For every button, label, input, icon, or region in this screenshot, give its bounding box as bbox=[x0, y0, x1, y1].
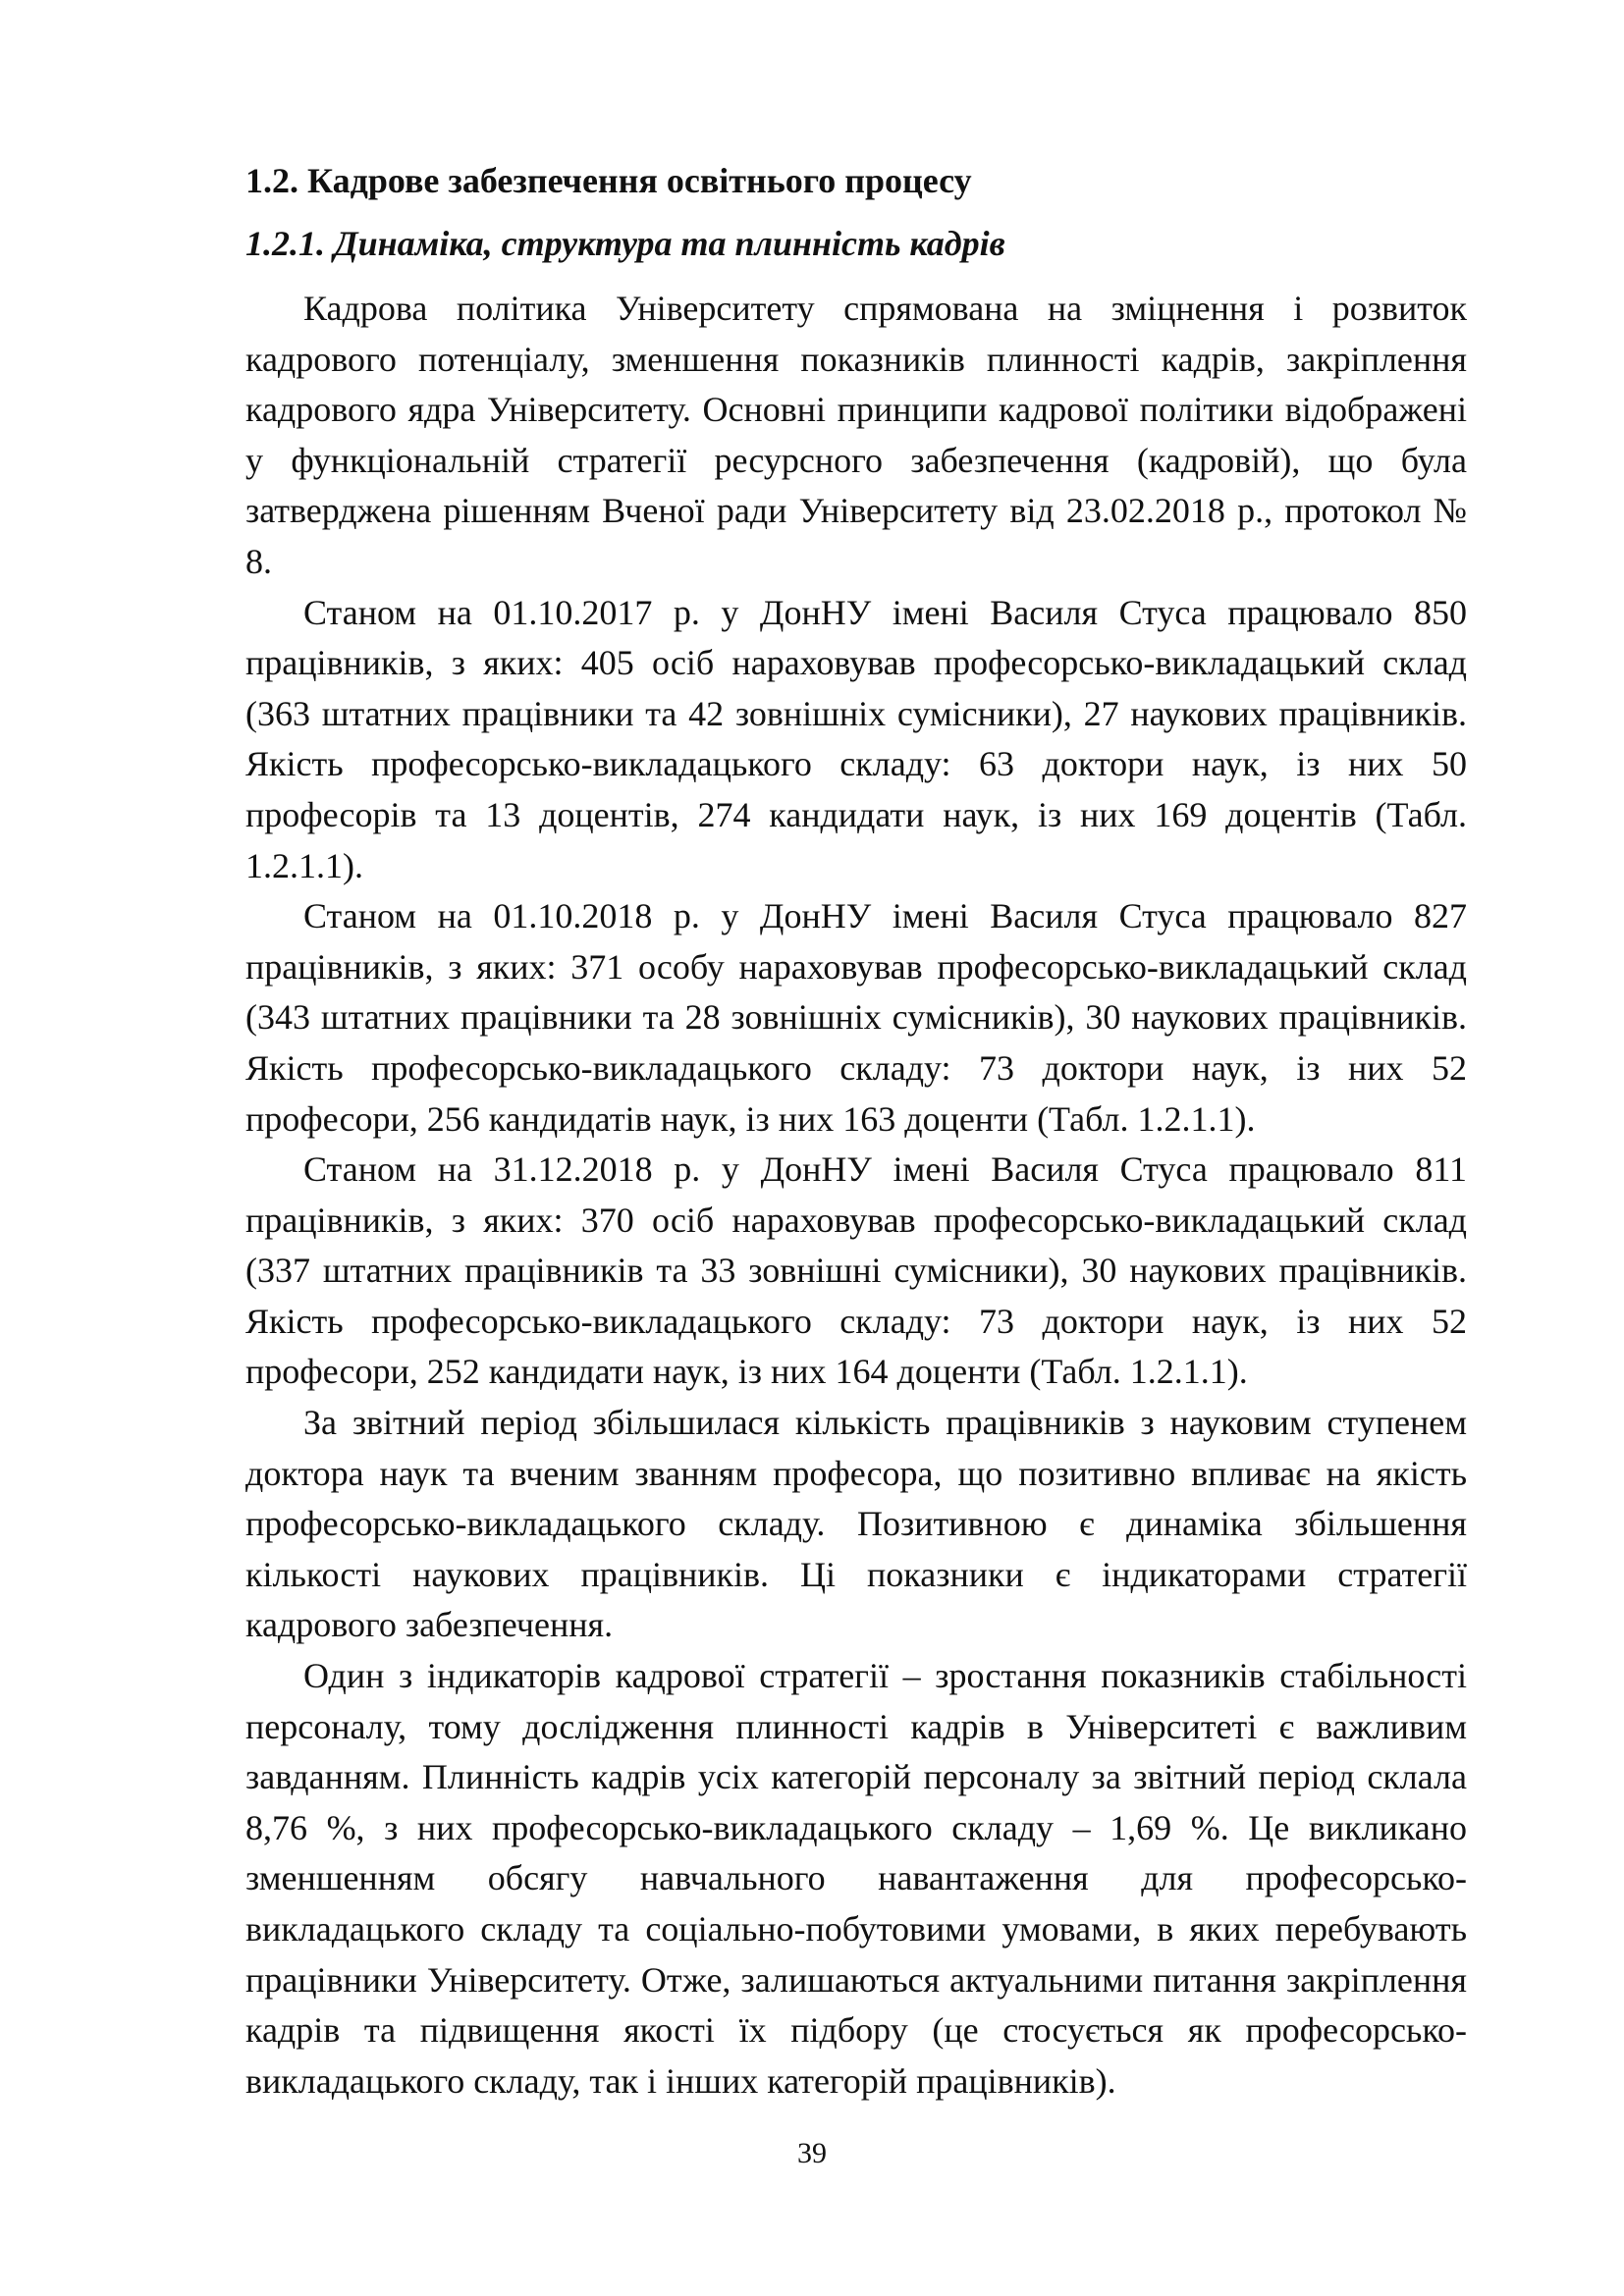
paragraph-stanom-31-12-2018: Станом на 31.12.2018 р. у ДонНУ імені Василя Стуса працювало 811 працівників, з яких: 370 осіб нараховував професорсько-викладацький склад (337 штатних працівників та 33 зовнішні сумісники), 30 наукових працівників. Якість професорсько-викладацького складу: 73 доктори наук, із них 52 професори, 252 кандидати наук, із них 164 доценти (Табл. 1.2.1.1). bbox=[245, 1149, 1467, 1392]
paragraph-stanom-01-10-2018: Станом на 01.10.2018 р. у ДонНУ імені Василя Стуса працювало 827 працівників, з яких: 371 особу нараховував професорсько-викладацький склад (343 штатних працівники та 28 зовнішніх сумісників), 30 наукових працівників. Якість професорсько-викладацького складу: 73 доктори наук, із них 52 професори, 256 кандидатів наук, із них 163 доценти (Табл. 1.2.1.1). bbox=[245, 896, 1467, 1139]
paragraph-kadrova-polityka: Кадрова політика Університету спрямована на зміцнення і розвиток кадрового потенціалу, зменшення показників плинності кадрів, закріплення кадрового ядра Університету. Основні принципи кадрової політики відображені у функціональній стратегії ресурсного забезпечення (кадровій), що була затверджена рішенням Вченої ради Університету від 23.02.2018 р., протокол № 8. bbox=[245, 289, 1467, 581]
subsection-heading: 1.2.1. Динаміка, структура та плинність кадрів bbox=[245, 224, 1005, 263]
body-text bbox=[245, 284, 1467, 2107]
paragraph-stanom-2017: Станом на 01.10.2017 р. у ДонНУ імені Василя Стуса працювало 850 працівників, з яких: 405 осіб нараховував професорсько-викладацький склад (363 штатних працівники та 42 зовнішніх сумісники), 27 наукових працівників. Якість професорсько-викладацького складу: 63 доктори наук, із них 50 професорів та 13 доцентів, 274 кандидати наук, із них 169 доцентів (Табл. 1.2.1.1). bbox=[245, 592, 1467, 885]
page-number: 39 bbox=[797, 2137, 827, 2169]
section-heading: 1.2. Кадрове забезпечення освітнього процесу bbox=[245, 161, 972, 200]
paragraph-zvitnyi-period: За звітний період збільшилася кількість працівників з науковим ступенем доктора наук та вченим званням професора, що позитивно впливає на якість професорсько-викладацького складу. Позитивною є динаміка збільшення кількості наукових працівників. Ці показники є індикаторами стратегії кадрового забезпечення. bbox=[245, 1403, 1467, 1645]
paragraph-plynnist-kadriv: Один з індикаторів кадрової стратегії – зростання показників стабільності персоналу, тому дослідження плинності кадрів в Університеті є важливим завданням. Плинність кадрів усіх категорій персоналу за звітний період склала 8,76 %, з них професорсько-викладацького складу – 1,69 %. Це викликано зменшенням обсягу навчального навантаження для професорсько-викладацького складу та соціально-побутовими умовами, в яких перебувають працівники Університету. Отже, залишаються актуальними питання закріплення кадрів та підвищення якості їх підбору (це стосується як професорсько-викладацького складу, так і інших категорій працівників). bbox=[245, 1656, 1467, 2101]
